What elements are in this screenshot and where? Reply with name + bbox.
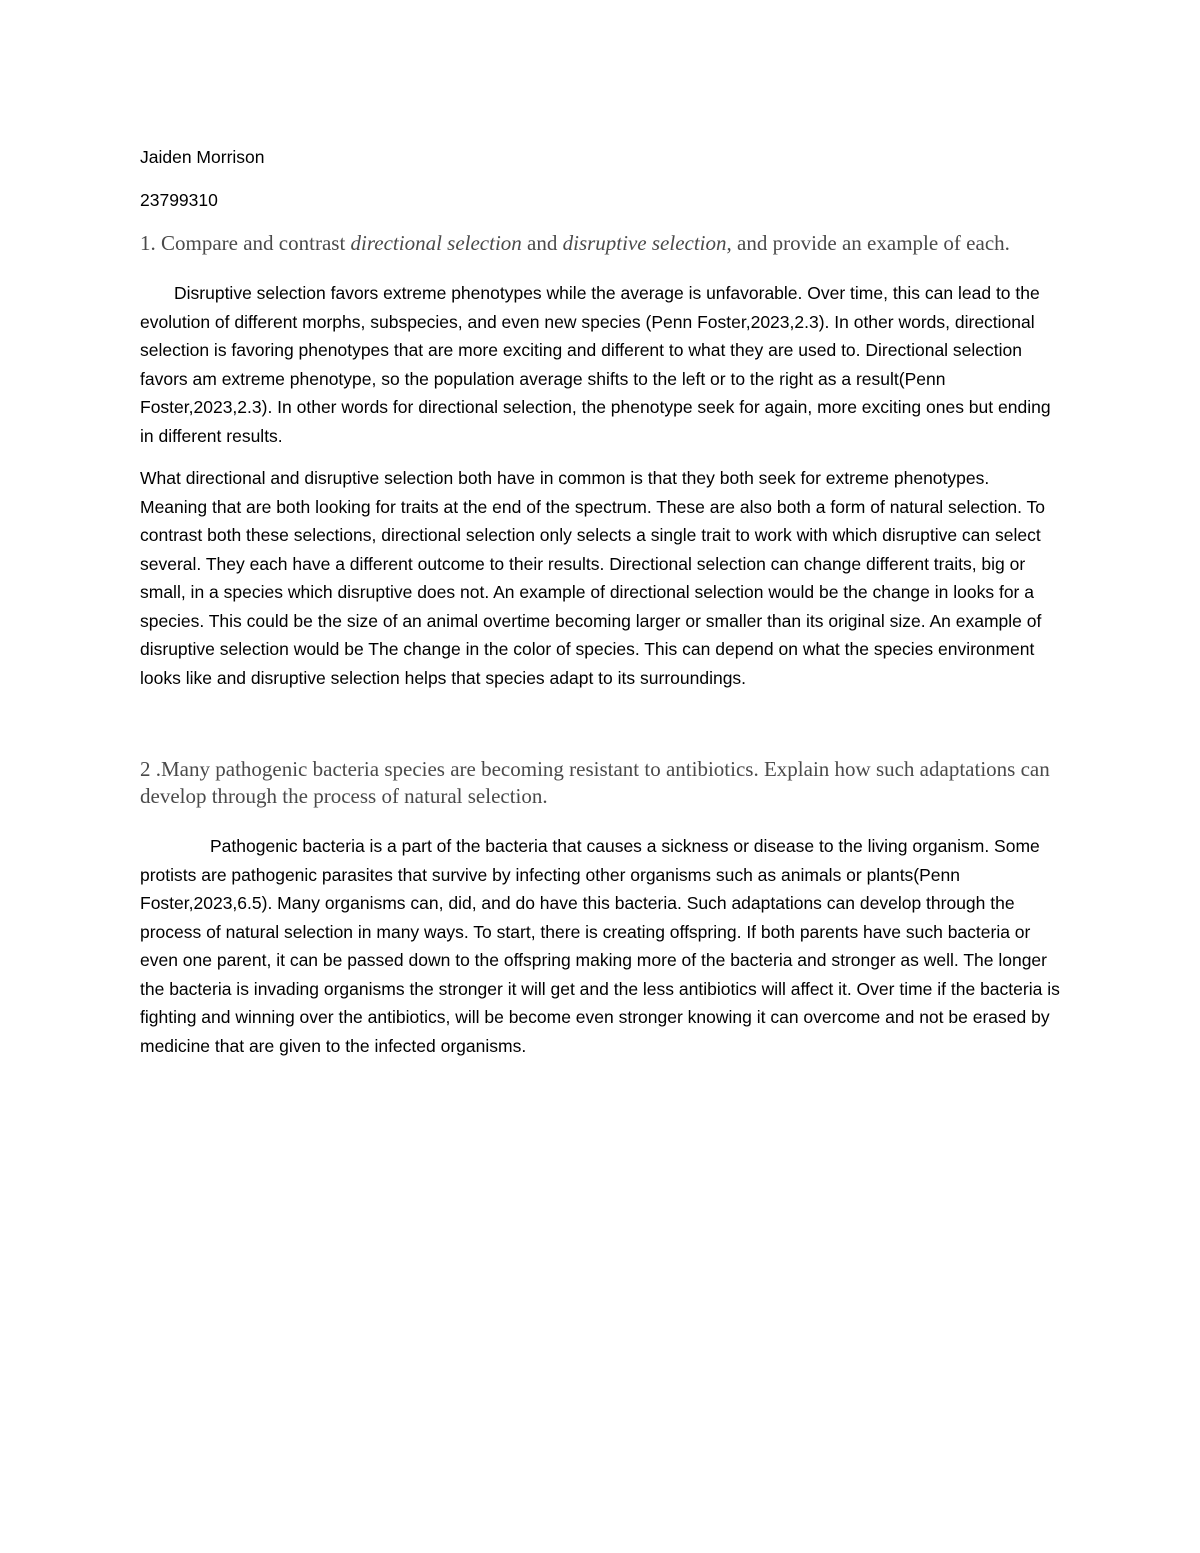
question-1-text-c: , and provide an example of each. bbox=[726, 231, 1010, 255]
answer-1-paragraph-2: What directional and disruptive selection both have in common is that they both seek for extreme phenotypes. Meaning that are both looking for traits at the end of the spectrum. These are also both a form of natural selection. To contrast both these selections, directional selection only selects a single trait to work with which disruptive can select several. They each have a different outcome to their results. Directional selection can change different traits, big or small, in a species which disruptive does not. An example of directional selection would be the change in looks for a species. This could be the size of an animal overtime becoming larger or smaller than its original size. An example of disruptive selection would be The change in the color of species. This can depend on what the species environment looks like and disruptive selection helps that species adapt to its surroundings. bbox=[140, 468, 1046, 688]
question-1-number: 1. bbox=[140, 231, 156, 255]
question-1-term-directional: directional selection bbox=[350, 231, 522, 255]
student-id: 23799310 bbox=[140, 189, 218, 210]
author-name: Jaiden Morrison bbox=[140, 147, 265, 167]
answer-1-paragraph-1: Disruptive selection favors extreme phenotypes while the average is unfavorable. Over time, this can lead to the evolution of different morphs, subspecies, and even new species (Penn Foster,2023,2.3). In other words, directional selection is favoring phenotypes that are more exciting and different to what they are used to. Directional selection favors am extreme phenotype, so the population average shifts to the left or to the right as a result(Penn Foster,2023,2.3). In other words for directional selection, the phenotype seek for again, more exciting ones but ending in different results. bbox=[140, 283, 1051, 446]
question-2: 2 .Many pathogenic bacteria species are becoming resistant to antibiotics. Explain how such adaptations can develop through the process of natural selection. bbox=[140, 757, 1050, 808]
answer-2-paragraph-1: Pathogenic bacteria is a part of the bacteria that causes a sickness or disease to the living organism. Some protists are pathogenic parasites that survive by infecting other organisms such as animals or plants(Penn Foster,2023,6.5). Many organisms can, did, and do have this bacteria. Such adaptations can develop through the process of natural selection in many ways. To start, there is creating offspring. If both parents have such bacteria or even one parent, it can be passed down to the offspring making more of the bacteria and stronger as well. The longer the bacteria is invading organisms the stronger it will get and the less antibiotics will affect it. Over time if the bacteria is fighting and winning over the antibiotics, will be become even stronger knowing it can overcome and not be erased by medicine that are given to the infected organisms. bbox=[140, 836, 1060, 1056]
question-1-text-a: Compare and contrast bbox=[155, 231, 351, 255]
question-1-term-disruptive: disruptive selection bbox=[562, 231, 727, 255]
question-1 bbox=[140, 230, 1060, 257]
question-1-text-b: and bbox=[521, 231, 563, 255]
document-body bbox=[140, 143, 1060, 1074]
